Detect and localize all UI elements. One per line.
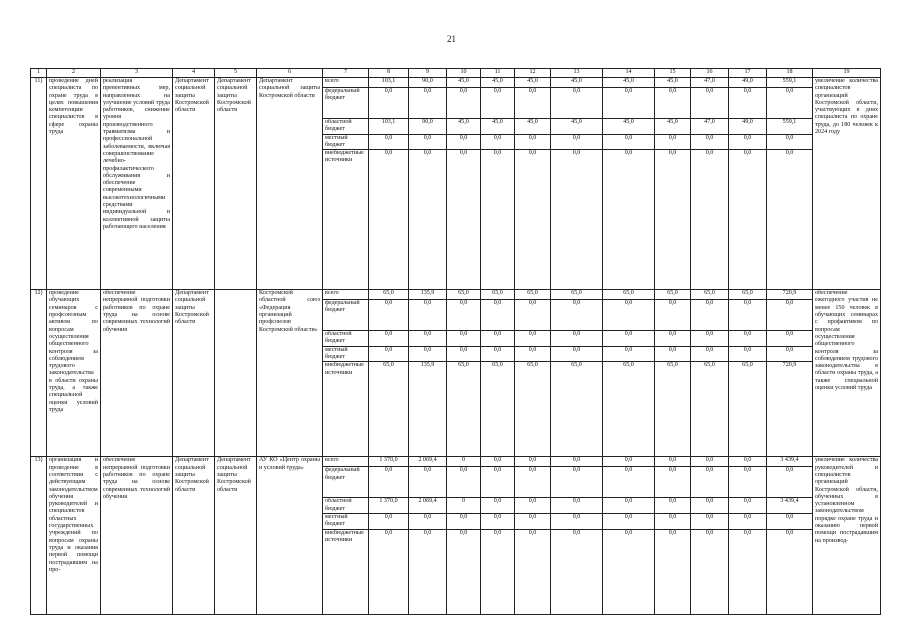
row-number: 12) xyxy=(31,290,47,457)
funding-value: 0,0 xyxy=(515,346,551,362)
funding-source: федеральный бюджет xyxy=(323,88,369,119)
funding-value: 0,0 xyxy=(603,346,655,362)
funding-value: 0,0 xyxy=(655,331,691,347)
funding-value: 0,0 xyxy=(767,300,813,331)
expected-result-cell: увеличение количества руководителей и специалистов организаций Костромской области, обученных в установленном законодательством порядке охране труда и оказанию первой помощи пострадавшим на производ- xyxy=(813,457,881,614)
funding-value: 0,0 xyxy=(447,529,481,614)
funding-value: 45,0 xyxy=(603,78,655,88)
funding-value: 0,0 xyxy=(729,300,767,331)
funding-value: 0,0 xyxy=(369,331,409,347)
funding-value: 0,0 xyxy=(603,513,655,529)
funding-value: 0,0 xyxy=(691,498,729,514)
funding-source: местный бюджет xyxy=(323,134,369,150)
funding-value: 0,0 xyxy=(767,134,813,150)
funding-value: 0,0 xyxy=(515,134,551,150)
funding-value: 0,0 xyxy=(729,513,767,529)
funding-value: 0,0 xyxy=(515,300,551,331)
funding-value: 0,0 xyxy=(369,88,409,119)
funding-value: 0,0 xyxy=(447,88,481,119)
funding-value: 65,0 xyxy=(515,290,551,300)
funding-value: 1 370,0 xyxy=(369,498,409,514)
funding-value: 0,0 xyxy=(369,134,409,150)
funding-value: 0,0 xyxy=(409,300,447,331)
funding-value: 65,0 xyxy=(603,290,655,300)
funding-value: 559,1 xyxy=(767,119,813,135)
funding-value: 135,9 xyxy=(409,362,447,457)
funding-value: 0,0 xyxy=(515,457,551,467)
funding-value: 0,0 xyxy=(691,513,729,529)
funding-value: 0,0 xyxy=(655,467,691,498)
funding-value: 0,0 xyxy=(447,513,481,529)
funding-value: 0,0 xyxy=(481,300,515,331)
funding-value: 0,0 xyxy=(729,150,767,290)
column-number: 7 xyxy=(323,69,369,78)
funding-value: 0,0 xyxy=(603,88,655,119)
responsible-cell: Департамент социальной защиты Костромской области xyxy=(173,457,215,614)
funding-value: 0,0 xyxy=(655,513,691,529)
column-number: 5 xyxy=(215,69,257,78)
executor-cell: Костромской областной союз «Федерация организаций профсоюзов Костромской области» xyxy=(257,290,323,457)
column-number: 17 xyxy=(729,69,767,78)
funding-value: 0,0 xyxy=(551,88,603,119)
funding-value: 65,0 xyxy=(447,290,481,300)
row-number: 11) xyxy=(31,78,47,290)
funding-value: 0,0 xyxy=(767,150,813,290)
program-activities-table xyxy=(30,68,881,615)
funding-value: 0,0 xyxy=(481,331,515,347)
funding-value: 65,0 xyxy=(447,362,481,457)
column-number: 19 xyxy=(813,69,881,78)
responsible-cell: Департамент социальной защиты Костромской области xyxy=(173,290,215,457)
funding-value: 45,0 xyxy=(603,119,655,135)
executor-cell: Департамент социальной защиты Костромской области xyxy=(257,78,323,290)
funding-value: 0,0 xyxy=(409,467,447,498)
funding-value: 0,0 xyxy=(515,88,551,119)
funding-value: 0,0 xyxy=(409,88,447,119)
funding-value: 0,0 xyxy=(369,467,409,498)
funding-value: 720,9 xyxy=(767,362,813,457)
funding-value: 0,0 xyxy=(691,88,729,119)
funding-value: 0,0 xyxy=(603,498,655,514)
column-number: 2 xyxy=(47,69,101,78)
funding-value: 0,0 xyxy=(481,513,515,529)
funding-value: 45,0 xyxy=(551,78,603,88)
funding-value: 0,0 xyxy=(481,134,515,150)
funding-value: 45,0 xyxy=(515,78,551,88)
funding-value: 0,0 xyxy=(551,331,603,347)
funding-value: 0,0 xyxy=(409,346,447,362)
coexecutor-cell: Департамент социальной защиты Костромской области xyxy=(215,457,257,614)
funding-value: 0,0 xyxy=(369,150,409,290)
funding-value: 0,0 xyxy=(409,513,447,529)
funding-value: 0,0 xyxy=(691,457,729,467)
funding-value: 0,0 xyxy=(655,134,691,150)
funding-value: 0,0 xyxy=(409,331,447,347)
funding-value: 0,0 xyxy=(691,331,729,347)
funding-value: 0,0 xyxy=(691,467,729,498)
funding-value: 0,0 xyxy=(409,134,447,150)
funding-value: 0,0 xyxy=(515,467,551,498)
funding-source: местный бюджет xyxy=(323,346,369,362)
purpose-cell: обеспечение непрерывной подготовки работников по охране труда на основе современных технологий обучения xyxy=(101,290,173,457)
executor-cell: АУ КО «Центр охраны и условий труда» xyxy=(257,457,323,614)
funding-row xyxy=(31,457,881,467)
coexecutor-cell: Департамент социальной защиты Костромской области xyxy=(215,78,257,290)
funding-value: 0,0 xyxy=(447,150,481,290)
funding-value: 0,0 xyxy=(551,346,603,362)
funding-value: 0,0 xyxy=(767,513,813,529)
purpose-cell: реализация превентивных мер, направленных на улучшение условий труда работников, снижение уровня производственного травматизма и профессиональной заболеваемости, включая совершенствование лечебно-профилактического обслуживания и обеспечение современными высокотехнологичными средствами индивидуальной и коллективной защиты работающего населения xyxy=(101,78,173,290)
funding-value: 65,0 xyxy=(691,362,729,457)
funding-value: 0,0 xyxy=(409,529,447,614)
activity-cell: организация и проведение в соответствии с действующим законодательством обучения руководителей и специалистов областных государственных учреждений по вопросам охраны труда и оказания первой помощи пострадавшим на про- xyxy=(47,457,101,614)
funding-source: внебюджетные источники xyxy=(323,529,369,614)
funding-value: 0,0 xyxy=(515,331,551,347)
funding-value: 65,0 xyxy=(729,290,767,300)
funding-source: всего xyxy=(323,457,369,467)
funding-value: 65,0 xyxy=(551,362,603,457)
responsible-cell: Департамент социальной защиты Костромской области xyxy=(173,78,215,290)
funding-value: 0 xyxy=(447,498,481,514)
funding-value: 0,0 xyxy=(603,529,655,614)
funding-value: 0,0 xyxy=(655,457,691,467)
funding-value: 0,0 xyxy=(447,331,481,347)
funding-value: 0,0 xyxy=(603,300,655,331)
funding-value: 720,9 xyxy=(767,290,813,300)
funding-value: 0,0 xyxy=(447,300,481,331)
funding-value: 0,0 xyxy=(767,346,813,362)
funding-value: 0,0 xyxy=(603,331,655,347)
column-number: 3 xyxy=(101,69,173,78)
funding-value: 0,0 xyxy=(603,467,655,498)
funding-value: 0,0 xyxy=(603,150,655,290)
funding-value: 0,0 xyxy=(447,134,481,150)
column-number: 15 xyxy=(655,69,691,78)
funding-value: 45,0 xyxy=(551,119,603,135)
column-number: 16 xyxy=(691,69,729,78)
column-number: 4 xyxy=(173,69,215,78)
funding-source: внебюджетные источники xyxy=(323,150,369,290)
funding-value: 0,0 xyxy=(691,300,729,331)
funding-value: 0,0 xyxy=(655,150,691,290)
funding-value: 65,0 xyxy=(515,362,551,457)
funding-value: 0,0 xyxy=(481,498,515,514)
funding-value: 0,0 xyxy=(515,529,551,614)
funding-value: 0,0 xyxy=(369,300,409,331)
funding-value: 0,0 xyxy=(767,467,813,498)
funding-value: 45,0 xyxy=(447,119,481,135)
funding-value: 0,0 xyxy=(729,457,767,467)
funding-value: 0,0 xyxy=(603,457,655,467)
funding-value: 65,0 xyxy=(729,362,767,457)
funding-value: 45,0 xyxy=(655,119,691,135)
column-number: 11 xyxy=(481,69,515,78)
purpose-cell: обеспечение непрерывной подготовки работников по охране труда на основе современных технологий обучения xyxy=(101,457,173,614)
column-number: 1 xyxy=(31,69,47,78)
funding-value: 45,0 xyxy=(655,78,691,88)
column-number: 18 xyxy=(767,69,813,78)
funding-value: 0,0 xyxy=(691,346,729,362)
funding-value: 0,0 xyxy=(551,134,603,150)
funding-value: 0,0 xyxy=(551,529,603,614)
funding-value: 0,0 xyxy=(551,498,603,514)
funding-value: 47,0 xyxy=(691,119,729,135)
funding-value: 0,0 xyxy=(691,529,729,614)
funding-value: 45,0 xyxy=(481,119,515,135)
funding-value: 0,0 xyxy=(767,529,813,614)
funding-value: 45,0 xyxy=(515,119,551,135)
funding-value: 0,0 xyxy=(515,150,551,290)
funding-value: 0,0 xyxy=(603,134,655,150)
funding-source: всего xyxy=(323,78,369,88)
funding-value: 0,0 xyxy=(655,498,691,514)
row-number: 13) xyxy=(31,457,47,614)
funding-value: 0,0 xyxy=(655,529,691,614)
funding-source: местный бюджет xyxy=(323,513,369,529)
column-number: 12 xyxy=(515,69,551,78)
funding-value: 0,0 xyxy=(515,498,551,514)
funding-value: 2 069,4 xyxy=(409,498,447,514)
funding-value: 0,0 xyxy=(729,88,767,119)
funding-value: 65,0 xyxy=(369,362,409,457)
funding-value: 0 xyxy=(447,457,481,467)
funding-row xyxy=(31,78,881,88)
funding-value: 0,0 xyxy=(655,300,691,331)
funding-value: 0,0 xyxy=(729,467,767,498)
funding-value: 65,0 xyxy=(481,362,515,457)
funding-value: 0,0 xyxy=(481,346,515,362)
column-number-row xyxy=(31,69,881,78)
funding-value: 90,0 xyxy=(409,119,447,135)
column-number: 10 xyxy=(447,69,481,78)
funding-value: 0,0 xyxy=(691,134,729,150)
funding-value: 135,9 xyxy=(409,290,447,300)
funding-value: 1 370,0 xyxy=(369,457,409,467)
funding-value: 0,0 xyxy=(691,150,729,290)
funding-value: 0,0 xyxy=(729,529,767,614)
funding-value: 0,0 xyxy=(481,150,515,290)
funding-value: 90,0 xyxy=(409,78,447,88)
funding-value: 0,0 xyxy=(729,498,767,514)
funding-value: 47,0 xyxy=(691,78,729,88)
funding-row xyxy=(31,290,881,300)
expected-result-cell: увеличение количества специалистов организаций Костромской области, участвующих в днях специалиста по охране труда, до 180 человек к 2024 году xyxy=(813,78,881,290)
funding-source: областной бюджет xyxy=(323,331,369,347)
funding-value: 0,0 xyxy=(551,467,603,498)
column-number: 9 xyxy=(409,69,447,78)
funding-source: областной бюджет xyxy=(323,119,369,135)
funding-value: 0,0 xyxy=(729,346,767,362)
funding-value: 0,0 xyxy=(515,513,551,529)
funding-value: 0,0 xyxy=(729,134,767,150)
funding-value: 65,0 xyxy=(551,290,603,300)
funding-value: 559,1 xyxy=(767,78,813,88)
column-number: 6 xyxy=(257,69,323,78)
funding-value: 0,0 xyxy=(369,529,409,614)
expected-result-cell: обеспечение ежегодного участия не менее 150 человек в обучающих семинарах с профактивом по вопросам осуществления общественного контроля за соблюдением трудового законодательства в области охраны труда, а также специальной оценки условий труда xyxy=(813,290,881,457)
funding-source: федеральный бюджет xyxy=(323,467,369,498)
funding-value: 0,0 xyxy=(551,457,603,467)
funding-value: 3 439,4 xyxy=(767,457,813,467)
funding-value: 0,0 xyxy=(551,150,603,290)
funding-value: 65,0 xyxy=(481,290,515,300)
funding-value: 0,0 xyxy=(481,467,515,498)
funding-value: 0,0 xyxy=(551,300,603,331)
funding-value: 45,0 xyxy=(481,78,515,88)
activity-cell: проведение дней специалиста по охране труда в целях повышения компетенции специалистов в сфере охраны труда xyxy=(47,78,101,290)
funding-value: 0,0 xyxy=(767,88,813,119)
funding-source: федеральный бюджет xyxy=(323,300,369,331)
funding-value: 65,0 xyxy=(603,362,655,457)
funding-value: 0,0 xyxy=(447,467,481,498)
coexecutor-cell xyxy=(215,290,257,457)
funding-value: 103,1 xyxy=(369,78,409,88)
funding-value: 0,0 xyxy=(481,457,515,467)
funding-value: 2 069,4 xyxy=(409,457,447,467)
funding-source: областной бюджет xyxy=(323,498,369,514)
column-number: 14 xyxy=(603,69,655,78)
activity-cell: проведение обучающих семинаров с профсоюзным активом по вопросам осуществления общественного контроля за соблюдением трудового законодательства в области охраны труда, а также специальной оценки условий труда xyxy=(47,290,101,457)
funding-value: 65,0 xyxy=(691,290,729,300)
funding-value: 45,0 xyxy=(447,78,481,88)
funding-value: 0,0 xyxy=(447,346,481,362)
funding-value: 0,0 xyxy=(481,529,515,614)
funding-value: 0,0 xyxy=(551,513,603,529)
funding-value: 0,0 xyxy=(729,331,767,347)
funding-source: внебюджетные источники xyxy=(323,362,369,457)
funding-value: 0,0 xyxy=(369,346,409,362)
funding-value: 0,0 xyxy=(481,88,515,119)
funding-value: 0,0 xyxy=(767,331,813,347)
funding-value: 0,0 xyxy=(409,150,447,290)
funding-value: 65,0 xyxy=(369,290,409,300)
funding-source: всего xyxy=(323,290,369,300)
funding-value: 49,0 xyxy=(729,78,767,88)
funding-value: 65,0 xyxy=(655,362,691,457)
funding-value: 0,0 xyxy=(655,346,691,362)
funding-value: 0,0 xyxy=(655,88,691,119)
column-number: 13 xyxy=(551,69,603,78)
funding-value: 103,1 xyxy=(369,119,409,135)
funding-value: 65,0 xyxy=(655,290,691,300)
funding-value: 49,0 xyxy=(729,119,767,135)
funding-value: 0,0 xyxy=(369,513,409,529)
funding-value: 3 439,4 xyxy=(767,498,813,514)
column-number: 8 xyxy=(369,69,409,78)
page-number: 21 xyxy=(447,34,456,44)
